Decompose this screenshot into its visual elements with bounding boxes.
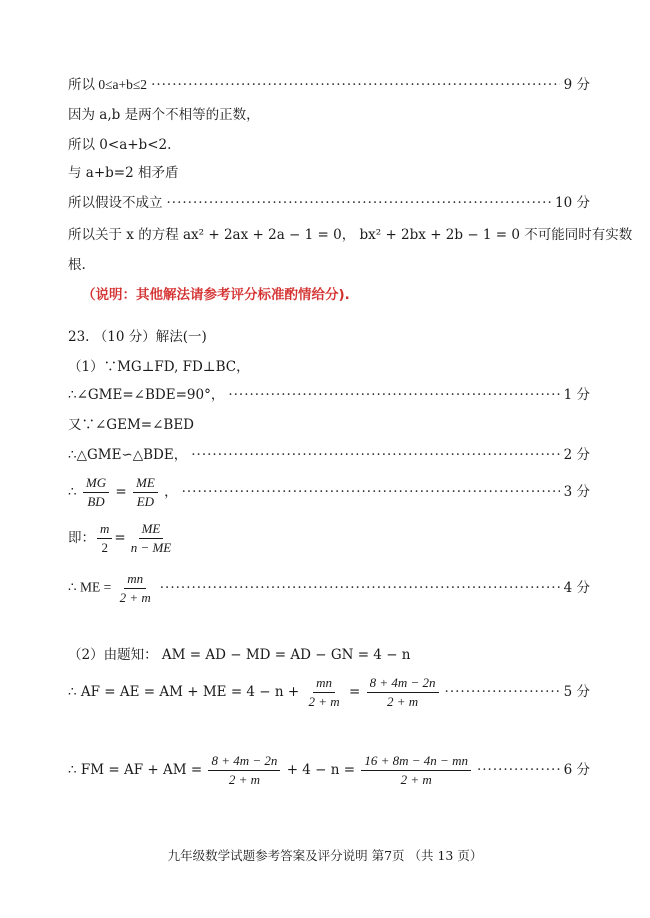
ratio-expression: ∴ $\frac{MG}{BD}$ = $\frac{ME}{ED}$ ， [68, 474, 178, 509]
fm-expression: ∴ FM = AF + AM = $\frac{8 + 4m - 2n}{2 + m}$ + 4 − n = $\frac{16 + 8m - 4n - mn}{2 + m}$ [68, 753, 473, 788]
line-roots: 根. [68, 257, 86, 273]
af-expression: ∴ AF = AE = AM + ME = 4 − n + $\frac{mn}{2 + m}$ = $\frac{8 + 4m - 2n}{2 + m}$ [68, 675, 441, 710]
fraction: $\frac{m}{2}$ [97, 521, 112, 556]
line-contradiction: 与 a+b=2 相矛盾 [68, 165, 179, 181]
step-me-result [68, 570, 590, 606]
fraction: $\frac{mn}{2 + m}$ [308, 674, 340, 709]
fraction: $\frac{mn}{2 + m}$ [119, 570, 151, 605]
score: 9 分 [563, 77, 590, 93]
leader-dots [228, 386, 559, 404]
score: 6 分 [563, 762, 590, 778]
fraction: $\frac{8 + 4m - 2n}{2 + m}$ [367, 675, 439, 710]
part2-intro: （2）由题知： AM = AD − MD = AD − GN = 4 − n [68, 647, 411, 663]
line-positive-numbers: 因为 a,b 是两个不相等的正数， [68, 107, 260, 123]
leader-dots [160, 579, 560, 597]
line-sum-range [68, 76, 590, 94]
step-fm [68, 752, 590, 788]
leader-dots [477, 761, 560, 779]
score: 10 分 [555, 195, 590, 211]
line-text: 所以 0≤a+b≤2 [68, 77, 148, 92]
score: 4 分 [563, 580, 590, 596]
line-text: ∴∠GME=∠BDE=90°， [68, 387, 225, 403]
line-equations: 所以关于 x 的方程 ax² + 2ax + 2a − 1 = 0， bx² + 2bx + 2b − 1 = 0 不可能同时有实数 [68, 227, 633, 243]
line-text: ∴△GME∽△BDE， [68, 447, 188, 463]
fraction: $\frac{MG}{BD}$ [83, 475, 109, 510]
fraction: $\frac{ME}{n - ME}$ [130, 520, 172, 555]
line-strict-range: 所以 0<a+b<2. [68, 137, 172, 153]
line-text: 所以假设不成立 [68, 195, 163, 211]
step-ratio [68, 474, 590, 510]
leader-dots [167, 194, 552, 212]
step-vertical-angle: 又∵∠GEM=∠BED [68, 417, 194, 433]
step-af [68, 674, 590, 710]
part1-intro: （1）∵MG⊥FD, FD⊥BC， [68, 359, 250, 375]
q23-heading: 23. （10 分）解法(一) [68, 329, 207, 345]
step-similar [68, 446, 590, 464]
fraction: $\frac{ME}{ED}$ [133, 475, 158, 510]
score: 2 分 [563, 447, 590, 463]
score: 1 分 [563, 387, 590, 403]
score: 5 分 [563, 684, 590, 700]
fraction: $\frac{8 + 4m - 2n}{2 + m}$ [208, 753, 280, 788]
leader-dots [191, 446, 559, 464]
me-expression: ∴ ME = $\frac{mn}{2 + m}$ [68, 571, 156, 606]
leader-dots [445, 683, 560, 701]
page-footer: 九年级数学试题参考答案及评分说明 第7页 （共 13 页） [167, 848, 483, 863]
score: 3 分 [563, 484, 590, 500]
leader-dots [151, 76, 560, 94]
leader-dots [182, 483, 560, 501]
fraction: $\frac{16 + 8m - 4n - mn}{2 + m}$ [361, 753, 471, 788]
step-substitute: 即： $\frac{m}{2}$ = $\frac{ME}{n - ME}$ [68, 520, 176, 556]
red-note: （说明：其他解法请参考评分标准酌情给分). [82, 287, 350, 303]
step-angle [68, 386, 590, 404]
line-assumption-false [68, 194, 590, 212]
